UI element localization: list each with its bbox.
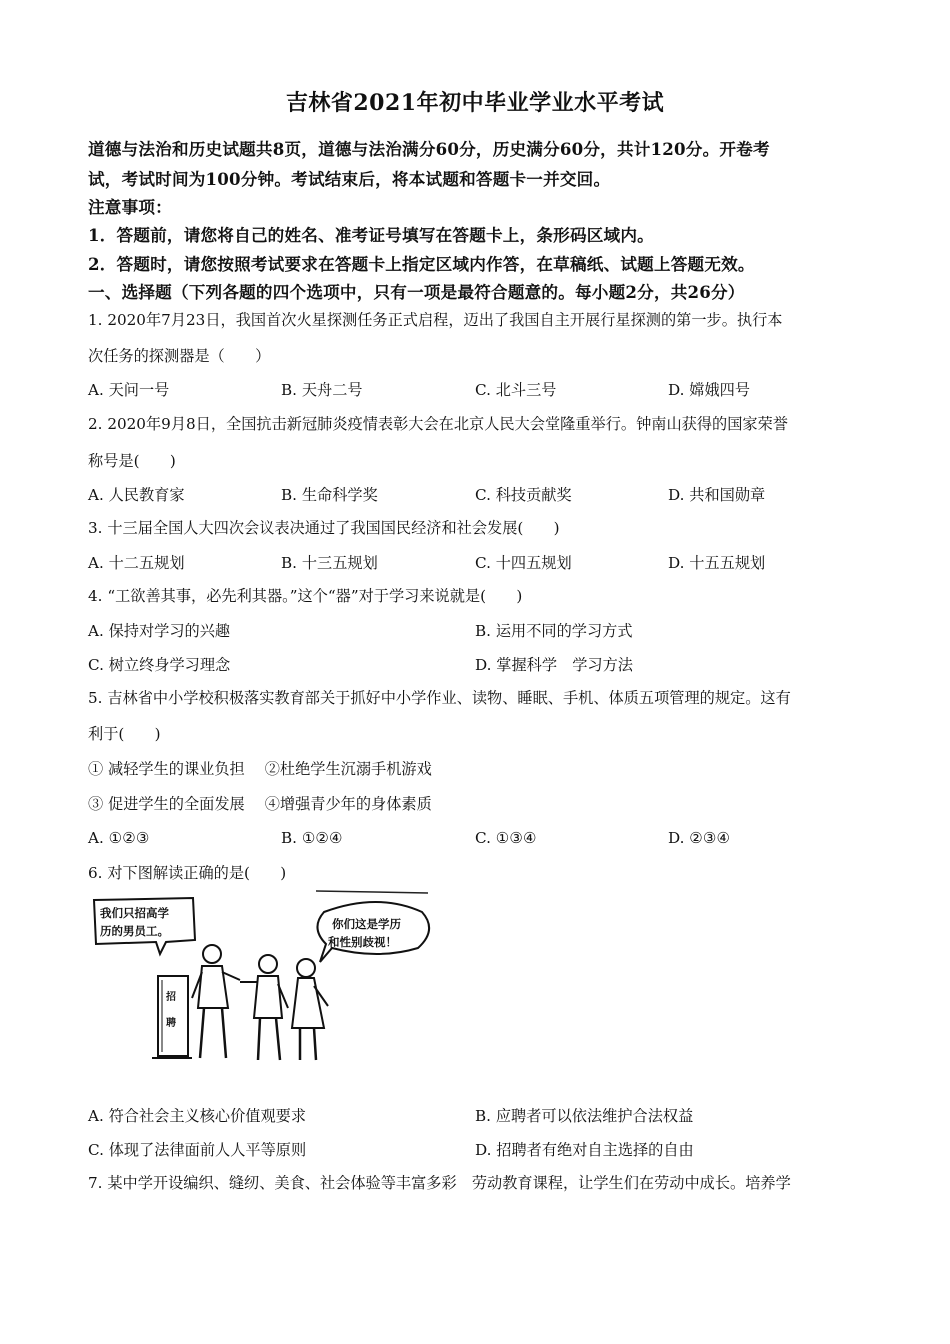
question-5-option-b: B. ①②④: [281, 829, 343, 847]
notice-item-2: 2．答题时，请您按照考试要求在答题卡上指定区域内作答，在草稿纸、试题上答题无效。: [88, 254, 755, 274]
recruitment-cartoon-illustration: [88, 888, 440, 1066]
question-6-option-c: C. 体现了法律面前人人平等原则: [88, 1141, 307, 1159]
question-5-option-c: C. ①③④: [475, 829, 537, 847]
svg-text:历的男员工。: 历的男员工。: [100, 924, 169, 938]
question-6-option-a: A. 符合社会主义核心价值观要求: [88, 1107, 307, 1125]
intro-line-2: 试，考试时间为100分钟。考试结束后，将本试题和答题卡一并交回。: [88, 169, 611, 189]
question-4-option-a: A. 保持对学习的兴趣: [88, 622, 231, 640]
svg-text:我们只招高学: 我们只招高学: [100, 906, 169, 920]
question-1-text-cont: 次任务的探测器是（ ）: [88, 347, 271, 365]
question-2-text-cont: 称号是( ): [88, 452, 176, 470]
question-1-text: 1. 2020年7月23日，我国首次火星探测任务正式启程，迈出了我国自主开展行星探测的第一步。执行本: [88, 311, 783, 329]
question-3-option-a: A. 十二五规划: [88, 554, 185, 572]
question-3-option-b: B. 十三五规划: [281, 554, 378, 572]
svg-text:聘: 聘: [166, 1018, 176, 1029]
question-1-option-d: D. 嫦娥四号: [668, 381, 751, 399]
question-3-option-c: C. 十四五规划: [475, 554, 572, 572]
question-5-statements-1: ① 减轻学生的课业负担 ②杜绝学生沉溺手机游戏: [88, 760, 432, 778]
intro-line-1: 道德与法治和历史试题共8页，道德与法治满分60分，历史满分60分，共计120分。开卷考: [88, 139, 770, 159]
question-6-text: 6. 对下图解读正确的是( ): [88, 864, 287, 882]
question-2-option-d: D. 共和国勋章: [668, 486, 766, 504]
question-6-option-d: D. 招聘者有绝对自主选择的自由: [475, 1141, 694, 1159]
svg-text:你们这是学历: 你们这是学历: [332, 917, 401, 931]
exam-title: 吉林省2021年初中毕业学业水平考试: [285, 90, 665, 116]
notice-item-1: 1．答题前，请您将自己的姓名、准考证号填写在答题卡上，条形码区域内。: [88, 225, 654, 245]
notice-heading: 注意事项：: [88, 197, 172, 217]
question-3-text: 3. 十三届全国人大四次会议表决通过了我国国民经济和社会发展( ): [88, 519, 560, 537]
svg-text:和性别歧视！: 和性别歧视！: [328, 935, 397, 949]
question-2-option-a: A. 人民教育家: [88, 486, 185, 504]
question-5-option-d: D. ②③④: [668, 829, 731, 847]
question-2-option-b: B. 生命科学奖: [281, 486, 378, 504]
question-5-text: 5. 吉林省中小学校积极落实教育部关于抓好中小学作业、读物、睡眠、手机、体质五项管理的规定。这有: [88, 689, 791, 707]
question-4-text: 4. “工欲善其事，必先利其器。”这个“器”对于学习来说就是( ): [88, 587, 523, 605]
question-1-option-c: C. 北斗三号: [475, 381, 557, 399]
question-5-statements-2: ③ 促进学生的全面发展 ④增强青少年的身体素质: [88, 795, 432, 813]
question-6-option-b: B. 应聘者可以依法维护合法权益: [475, 1107, 694, 1125]
question-4-option-d: D. 掌握科学 学习方法: [475, 656, 633, 674]
question-3-option-d: D. 十五五规划: [668, 554, 766, 572]
question-4-option-c: C. 树立终身学习理念: [88, 656, 231, 674]
question-5-option-a: A. ①②③: [88, 829, 150, 847]
question-1-option-b: B. 天舟二号: [281, 381, 363, 399]
section-heading: 一、选择题（下列各题的四个选项中，只有一项是最符合题意的。每小题2分，共26分）: [88, 282, 745, 302]
question-1-option-a: A. 天问一号: [88, 381, 170, 399]
svg-text:招: 招: [166, 992, 176, 1003]
question-2-option-c: C. 科技贡献奖: [475, 486, 572, 504]
question-2-text: 2. 2020年9月8日，全国抗击新冠肺炎疫情表彰大会在北京人民大会堂隆重举行。钟南山获得的国家荣誉: [88, 415, 788, 433]
question-7-text: 7. 某中学开设编织、缝纫、美食、社会体验等丰富多彩 劳动教育课程，让学生们在劳动中成长。培养学: [88, 1174, 791, 1192]
question-5-text-cont: 利于( ): [88, 725, 161, 743]
question-4-option-b: B. 运用不同的学习方式: [475, 622, 633, 640]
